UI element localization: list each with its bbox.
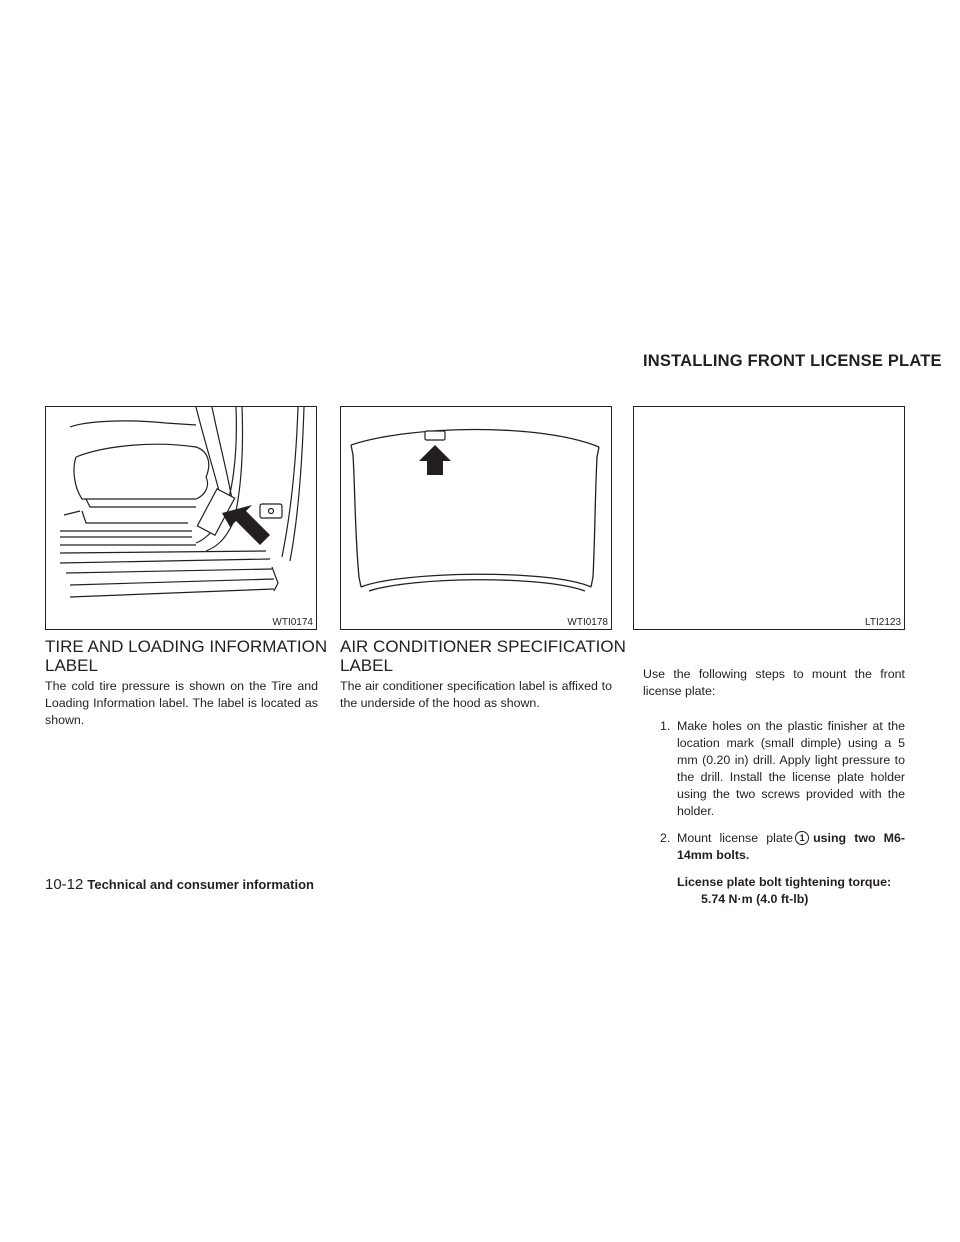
figure-code: WTI0178 bbox=[567, 617, 608, 628]
hood-illustration bbox=[341, 407, 612, 630]
tire-section-body: The cold tire pressure is shown on the Tire and Loading Information label. The label is located as shown. bbox=[45, 679, 318, 727]
license-steps bbox=[643, 718, 905, 908]
step-bold-text: using two M6-14mm bolts. bbox=[677, 831, 905, 862]
arrow-icon bbox=[222, 505, 270, 545]
step-text: Mount license plate bbox=[677, 831, 794, 845]
figure-code: LTI2123 bbox=[865, 617, 901, 628]
page-footer bbox=[45, 876, 314, 893]
step-number: 2. bbox=[660, 831, 671, 845]
tire-label-figure bbox=[45, 406, 317, 630]
step-2 bbox=[660, 830, 905, 864]
ac-label-rect bbox=[425, 431, 445, 440]
license-intro: Use the following steps to mount the front license plate: bbox=[643, 667, 905, 698]
step-1 bbox=[660, 718, 905, 820]
ac-section-title: AIR CONDITIONER SPECIFICATION LABEL bbox=[340, 637, 626, 675]
callout-1-icon: 1 bbox=[795, 831, 809, 845]
arrow-icon bbox=[419, 445, 451, 475]
ac-section-body: The air conditioner specification label is affixed to the underside of the hood as shown. bbox=[340, 679, 612, 710]
torque-value: 5.74 N·m (4.0 ft-lb) bbox=[701, 892, 809, 906]
page-number: 10-12 bbox=[45, 876, 84, 893]
figure-code: WTI0174 bbox=[272, 617, 313, 628]
license-plate-figure bbox=[633, 406, 905, 630]
ac-label-figure bbox=[340, 406, 612, 630]
seat-illustration bbox=[46, 407, 317, 630]
chapter-title: Technical and consumer information bbox=[87, 877, 314, 892]
tire-section-title: TIRE AND LOADING INFORMATION LABEL bbox=[45, 637, 328, 675]
section-heading: INSTALLING FRONT LICENSE PLATE bbox=[643, 352, 942, 370]
step-text: Make holes on the plastic finisher at the location mark (small dimple) using a 5 mm (0.20 in) drill. Apply light pressure to the drill. Install the license plate holder using the two screws provided with the holder. bbox=[677, 719, 905, 818]
torque-label: License plate bolt tightening torque: bbox=[677, 875, 892, 889]
step-number: 1. bbox=[660, 719, 671, 733]
